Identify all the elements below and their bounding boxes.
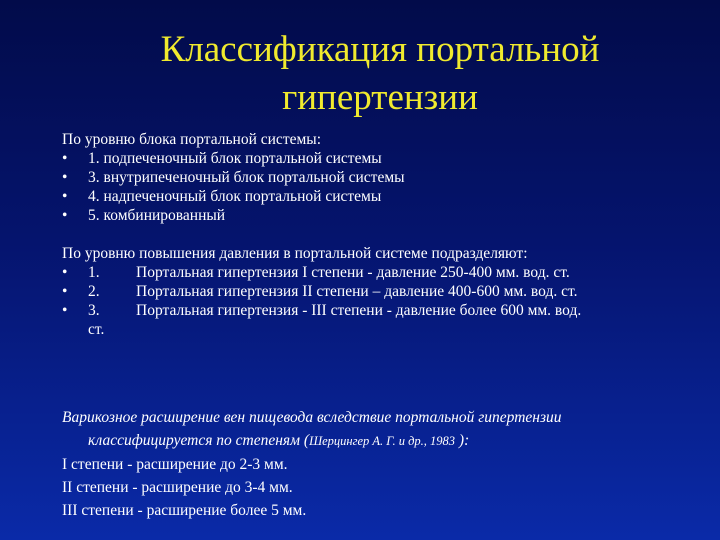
list-item xyxy=(62,206,712,225)
list-item-text: Портальная гипертензия - III степени - давление более 600 мм. вод. xyxy=(136,302,582,319)
bullet: • xyxy=(62,283,68,300)
list-item-number: 1. xyxy=(88,264,100,281)
title-line-2: гипертензии xyxy=(282,77,478,118)
list-item-text: 3. внутрипеченочный блок портальной системы xyxy=(88,169,405,186)
list-item xyxy=(62,187,712,206)
grade-line: II степени - расширение до 3-4 мм. xyxy=(62,479,293,496)
list-item-number: 3. xyxy=(88,302,100,319)
list-item xyxy=(62,301,712,320)
grade-line: I степени - расширение до 2-3 мм. xyxy=(62,456,288,473)
list-item-number: 2. xyxy=(88,283,100,300)
list-item-text: Портальная гипертензия I степени - давление 250-400 мм. вод. ст. xyxy=(136,264,570,281)
citation: Шерцингер А. Г. и др., 1983 xyxy=(309,434,456,448)
list-item xyxy=(62,149,712,168)
intro-close: ): xyxy=(455,432,470,449)
bullet: • xyxy=(62,264,68,281)
bullet: • xyxy=(62,150,68,167)
list-item-wrap: ст. xyxy=(88,321,105,338)
list-item xyxy=(62,282,712,301)
bullet: • xyxy=(62,302,68,319)
list-item-text: 1. подпеченочный блок портальной системы xyxy=(88,150,382,167)
list-item xyxy=(62,263,712,282)
intro-text: классифицируется по степеням ( xyxy=(88,432,310,449)
spacer xyxy=(62,225,712,244)
varices-intro-line-2 xyxy=(62,429,712,453)
slide-title xyxy=(60,26,700,122)
list-item-text: Портальная гипертензия II степени – давление 400-600 мм. вод. ст. xyxy=(136,283,578,300)
slide-body xyxy=(62,130,712,339)
bullet: • xyxy=(62,169,68,186)
list-item-text: 4. надпеченочный блок портальной системы xyxy=(88,188,382,205)
section1-heading: По уровню блока портальной системы: xyxy=(62,131,321,148)
varices-intro-line-1: Варикозное расширение вен пищевода вследствие портальной гипертензии xyxy=(62,409,562,426)
grade-line: III степени - расширение более 5 мм. xyxy=(62,502,307,519)
list-item xyxy=(62,168,712,187)
bullet: • xyxy=(62,188,68,205)
bullet: • xyxy=(62,207,68,224)
title-line-1: Классификация портальной xyxy=(160,29,600,70)
section2-heading: По уровню повышения давления в портальной системе подразделяют: xyxy=(62,245,528,262)
varices-section xyxy=(62,406,712,522)
list-item-text: 5. комбинированный xyxy=(88,207,226,224)
